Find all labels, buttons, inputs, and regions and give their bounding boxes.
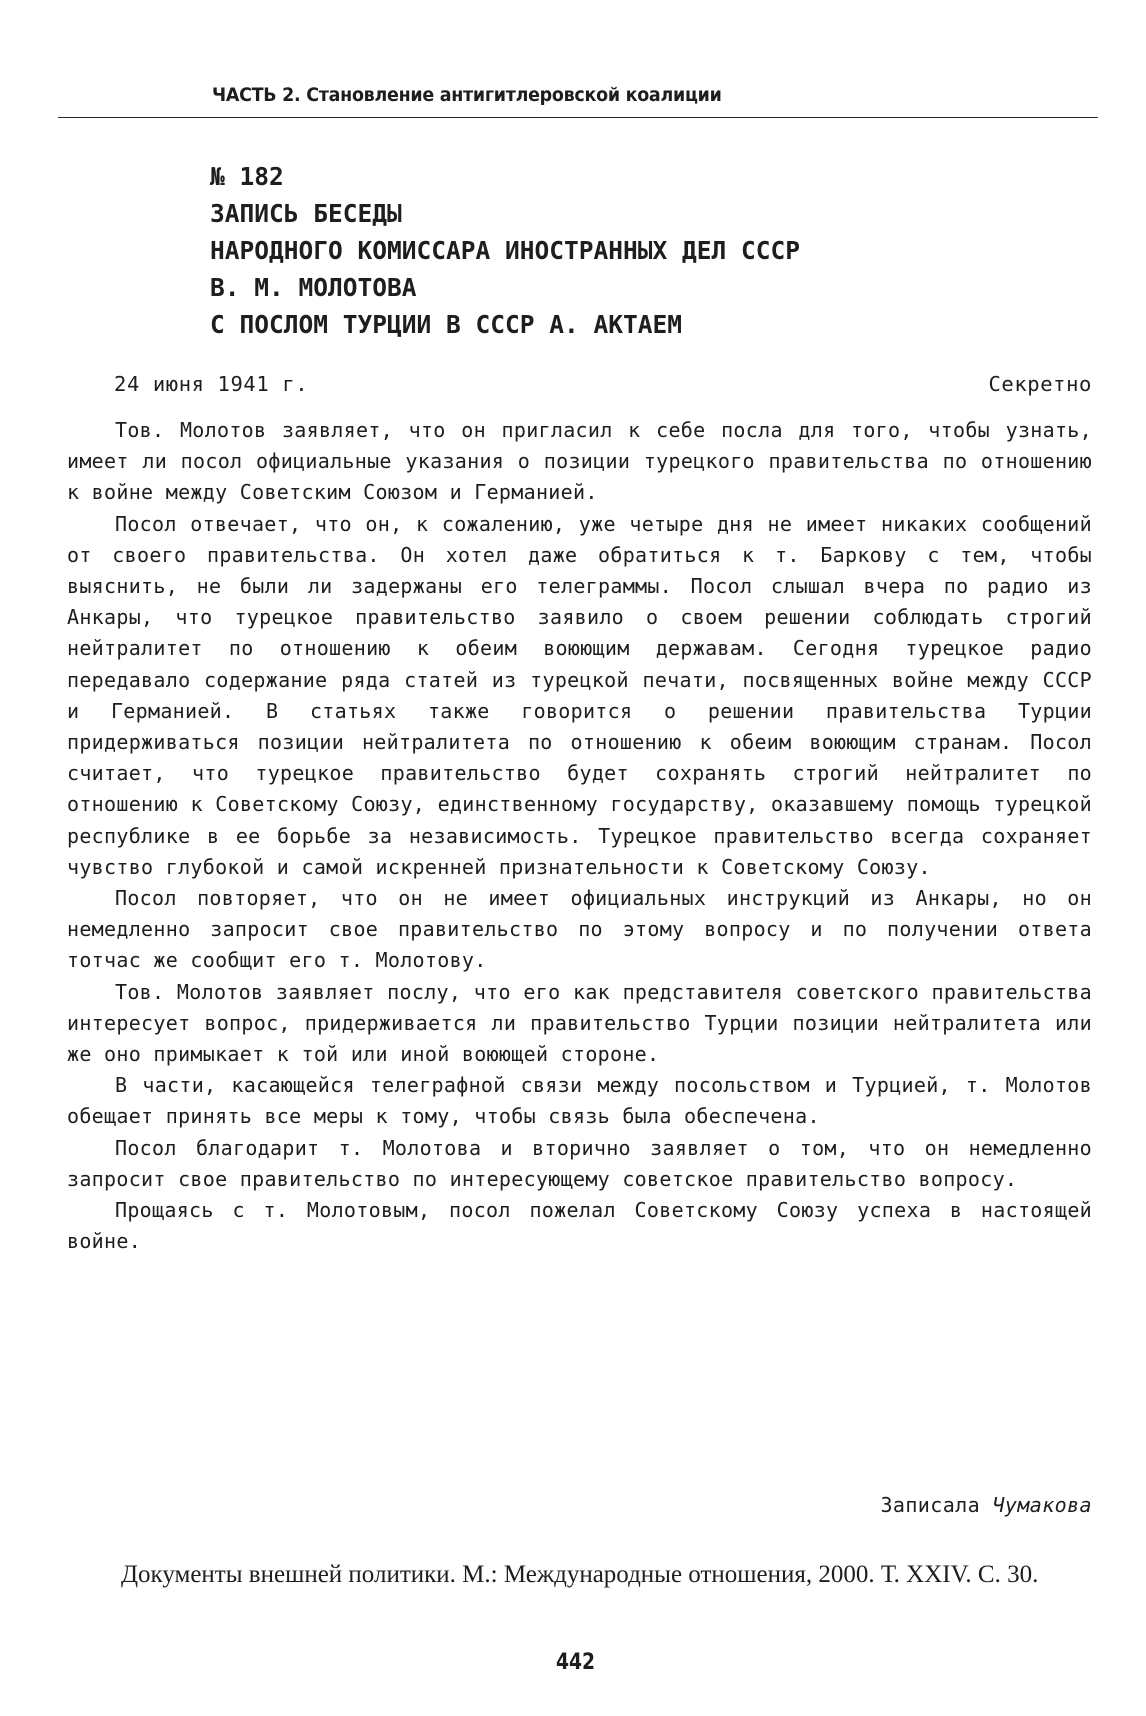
document-number: № 182 — [210, 162, 284, 191]
document-meta — [114, 372, 1092, 396]
document-body — [67, 415, 1092, 1257]
paragraph-3: Посол повторяет, что он не имеет официальных инструкций из Анкары, но он немедленно запросит свое правительство по этому вопросу и по получении ответа тотчас же сообщит его т. Молотову. — [67, 886, 1092, 973]
signature-name: Чумакова — [992, 1493, 1092, 1517]
paragraph-2: Посол отвечает, что он, к сожалению, уже четыре дня не имеет никаких сообщений от своего правительства. Он хотел даже обратиться к т. Баркову с тем, чтобы выяснить, не были ли задержаны его телеграммы. Посол слышал вчера по радио из Анкары, что турецкое правительство заявило о своем решении соблюдать строгий нейтралитет по отношению к обеим воюющим державам. Сегодня турецкое радио передавало содержание ряда статей из турецкой печати, посвященных войне между СССР и Германией. В статьях также говорится о решении правительства Турции придерживаться позиции нейтралитета по отношению к обеим воюющим странам. Посол считает, что турецкое правительство будет сохранять строгий нейтралитет по отношению к Советскому Союзу, единственному государству, оказавшему помощь турецкой республике в ее борьбе за независимость. Турецкое правительство всегда сохраняет чувство глубокой и самой искренней признательности к Советскому Союзу. — [67, 511, 1092, 879]
classification-stamp: Секретно — [988, 372, 1092, 396]
signature-label: Записала — [880, 1493, 981, 1517]
paragraph-4: Тов. Молотов заявляет послу, что его как представителя советского правительства интересует вопрос, придерживается ли правительство Турции позиции нейтралитета или же оно примыкает к той или иной воюющей стороне. — [67, 979, 1092, 1067]
paragraph-1: Тов. Молотов заявляет, что он пригласил к себе посла для того, чтобы узнать, имеет ли посол официальные указания о позиции турецкого правительства по отношению к войне между Советским Союзом и Германией. — [67, 418, 1092, 505]
header-divider — [58, 117, 1098, 118]
document-heading — [210, 158, 800, 343]
paragraph-7: Прощаясь с т. Молотовым, посол пожелал Советскому Союзу успеха в настоящей войне. — [67, 1198, 1092, 1254]
source-citation: Документы внешней политики. М.: Международные отношения, 2000. Т. XXIV. С. 30. — [121, 1561, 1039, 1588]
paragraph-5: В части, касающейся телеграфной связи между посольством и Турцией, т. Молотов обещает принять все меры к тому, чтобы связь была обеспечена. — [67, 1073, 1092, 1129]
running-head: ЧАСТЬ 2. Становление антигитлеровской коалиции — [212, 84, 722, 106]
paragraph-6: Посол благодарит т. Молотова и вторично заявляет о том, что он немедленно запросит свое правительство по интересующему советское правительство вопросу. — [67, 1135, 1092, 1191]
document-date: 24 июня 1941 г. — [114, 372, 309, 396]
page-number: 442 — [556, 1650, 596, 1675]
document-title-line-2: НАРОДНОГО КОМИССАРА ИНОСТРАННЫХ ДЕЛ СССР — [210, 236, 801, 265]
document-title-line-4: С ПОСЛОМ ТУРЦИИ В СССР А. АКТАЕМ — [210, 310, 683, 339]
document-title-line-3: В. М. МОЛОТОВА — [210, 273, 417, 302]
document-title-line-1: ЗАПИСЬ БЕСЕДЫ — [210, 199, 402, 228]
signature-block — [880, 1493, 1092, 1517]
